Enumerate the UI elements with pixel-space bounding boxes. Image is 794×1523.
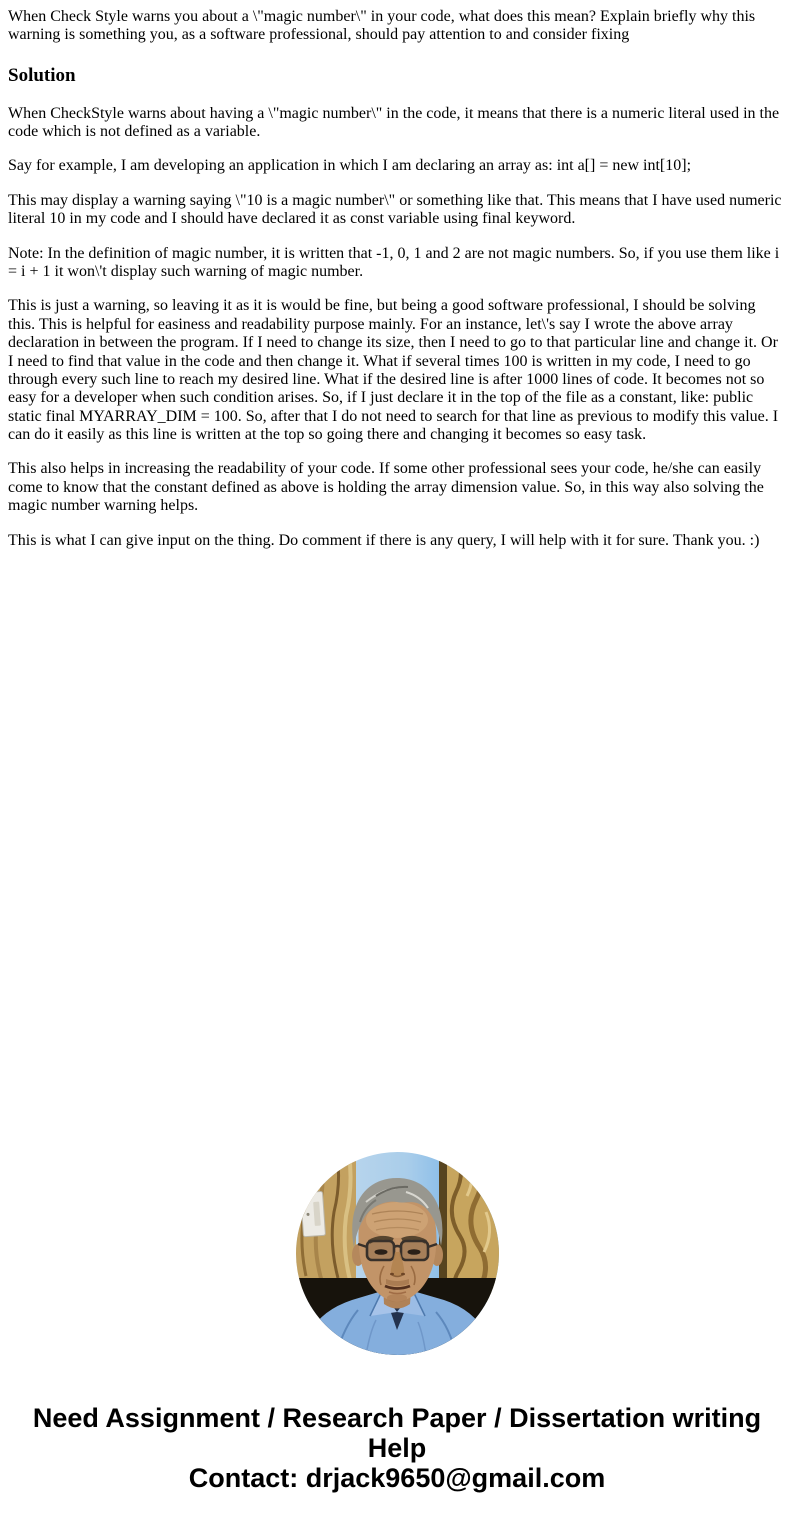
solution-heading: Solution bbox=[8, 64, 76, 86]
question-text: When Check Style warns you about a \"magic number\" in your code, what does this mean? Explain briefly why this warning is something you, as a software professional, should pay attention to and consider fixing bbox=[8, 8, 756, 44]
document-page bbox=[8, 8, 786, 1493]
tutor-photo bbox=[296, 1152, 499, 1355]
tutor-avatar bbox=[296, 1152, 499, 1355]
answer-paragraph: This is just a warning, so leaving it as it is would be fine, but being a good software professional, I should be solving this. This is helpful for easiness and readability purpose mainly. For an instance, let\'s say I wrote the above array declaration in between the program. If I need to change its size, then I need to go to that particular line and change it. Or I need to find that value in the code and then change it. What if several times 100 is written in my code, I need to go through every such line to reach my desired line. What if the desired line is after 1000 lines of code. It becomes not so easy for a developer when such condition arises. So, if I just declare it in the top of the file as a constant, like: public static final MYARRAY_DIM = 100. So, after that I do not need to search for that line as previous to modify this value. I can do it easily as this line is written at the top so going there and changing it becomes so easy task. bbox=[8, 297, 779, 444]
footer-contact-email: Contact: drjack9650@gmail.com bbox=[188, 1463, 606, 1494]
whitespace-spacer bbox=[8, 566, 786, 1152]
answer-paragraph: When CheckStyle warns about having a \"magic number\" in the code, it means that there is a numeric literal used in the code which is not defined as a variable. bbox=[8, 104, 780, 141]
answer-paragraph: This is what I can give input on the thing. Do comment if there is any query, I will help with it for sure. Thank you. :) bbox=[8, 531, 760, 549]
footer-banner bbox=[8, 1403, 786, 1493]
answer-paragraph: This may display a warning saying \"10 is a magic number\" or something like that. This means that I have used numeric literal 10 in my code and I should have declared it as const variable using final keyword. bbox=[8, 191, 782, 228]
answer-paragraph: This also helps in increasing the readability of your code. If some other professional sees your code, he/she can easily come to know that the constant defined as above is holding the array dimension value. So, in this way also solving the magic number warning helps. bbox=[8, 460, 764, 515]
footer-heading: Need Assignment / Research Paper / Dissertation writing Help bbox=[32, 1403, 762, 1464]
answer-paragraph: Note: In the definition of magic number, it is written that -1, 0, 1 and 2 are not magic numbers. So, if you use them like i = i + 1 it won\'t display such warning of magic number. bbox=[8, 244, 780, 280]
answer-paragraph: Say for example, I am developing an application in which I am declaring an array as: int a[] = new int[10]; bbox=[8, 157, 692, 175]
